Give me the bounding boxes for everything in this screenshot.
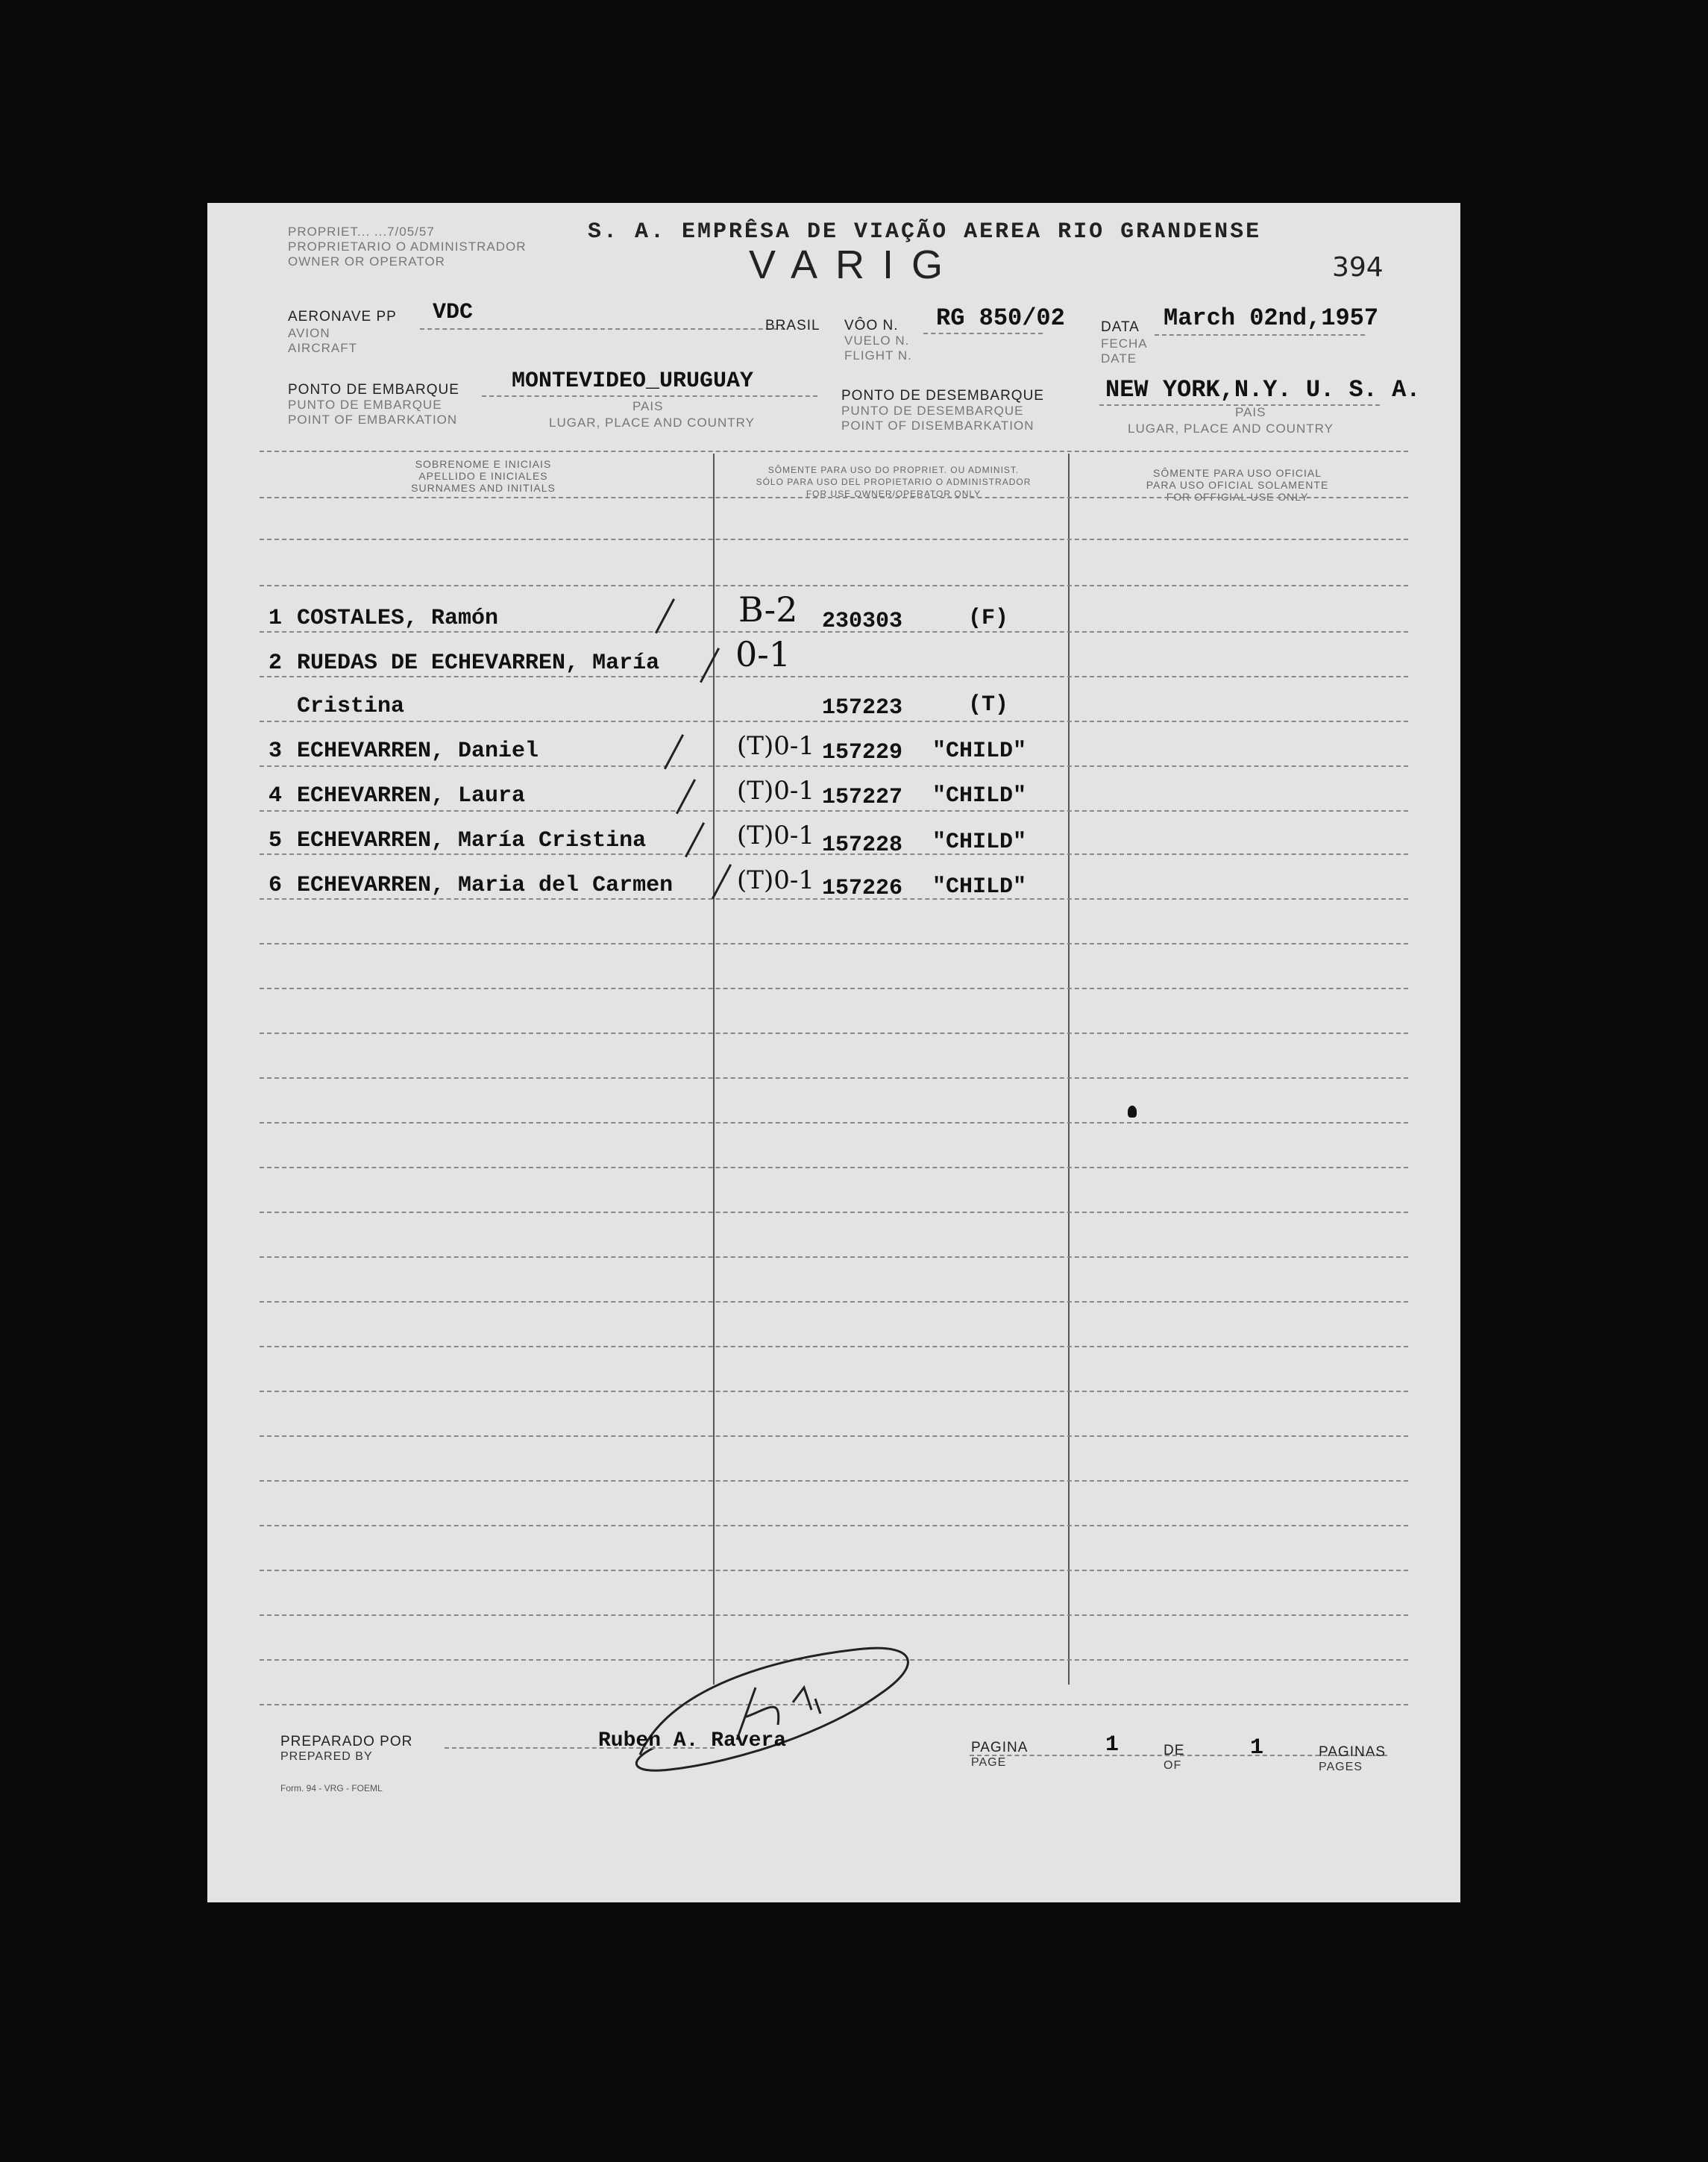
table-rule (260, 1033, 1408, 1034)
aircraft-value: VDC (433, 300, 474, 325)
date-underline (1155, 334, 1365, 336)
row-number: 6 (269, 873, 283, 898)
brasil-label: BRASIL (765, 318, 820, 333)
table-rule (260, 1570, 1408, 1571)
table-rule (260, 585, 1408, 586)
header-bottom-rule (260, 497, 1408, 498)
table-row (207, 634, 1460, 680)
table-rule (260, 539, 1408, 540)
handwritten-code: 0-1 (735, 634, 791, 674)
table-row (207, 694, 1460, 724)
owner-line-2: PROPRIETARIO O ADMINISTRADOR (288, 239, 527, 254)
manifest-sheet (207, 203, 1460, 1902)
embark-label: PONTO DE EMBARQUE (288, 382, 459, 398)
date-sub-2: DATE (1101, 351, 1137, 366)
table-rule (260, 1346, 1408, 1347)
tick-mark (712, 864, 732, 899)
table-row (207, 731, 1460, 768)
aircraft-sub-1: AVION (288, 326, 330, 340)
passenger-name: COSTALES, Ramón (297, 606, 499, 631)
table-rule (260, 1480, 1408, 1482)
disembark-label: PONTO DE DESEMBARQUE (841, 388, 1044, 404)
aircraft-sub-2: AIRCRAFT (288, 341, 357, 355)
disembark-place-label: LUGAR, PLACE AND COUNTRY (1128, 422, 1334, 436)
page-total: 1 (1250, 1735, 1264, 1761)
names-header-2: APELLIDO E INICIALES (418, 470, 548, 482)
fare-class: "CHILD" (932, 739, 1027, 764)
official-header-1: SÔMENTE PARA USO OFICIAL (1152, 467, 1322, 479)
official-header-2: PARA USO OFICIAL SOLAMENTE (1146, 479, 1329, 491)
fare-class: "CHILD" (932, 830, 1027, 855)
brand-logo: VARIG (749, 242, 961, 287)
pages-label: PAGINAS (1319, 1744, 1387, 1760)
ticket-number: 157223 (822, 695, 903, 721)
row-number: 1 (269, 606, 283, 631)
disembark-country-label: PAIS (1235, 405, 1266, 419)
handwritten-code: (T)0-1 (737, 731, 814, 761)
page-number: 1 (1105, 1732, 1120, 1758)
page-stamp-number: 394 (1332, 252, 1384, 283)
table-rule (260, 1614, 1408, 1616)
embark-place-label: LUGAR, PLACE AND COUNTRY (549, 416, 755, 430)
owner-line-1: PROPRIET... ...7/05/57 (288, 225, 435, 239)
ink-speck (1128, 1106, 1137, 1118)
table-rule (260, 1167, 1408, 1168)
ticket-number: 230303 (822, 609, 903, 634)
table-row (207, 865, 1460, 903)
table-row (207, 776, 1460, 813)
flight-sub-1: VUELO N. (844, 333, 910, 348)
names-header-1: SOBRENOME E INICIAIS (415, 458, 552, 470)
table-rule (260, 1391, 1408, 1392)
table-row (207, 821, 1460, 858)
embark-sub-1: PUNTO DE EMBARQUE (288, 398, 442, 412)
signature-scribble (625, 1643, 938, 1785)
date-label: DATA (1101, 319, 1140, 335)
names-header-3: SURNAMES AND INITIALS (411, 482, 556, 494)
ticket-number: 157227 (822, 785, 903, 810)
table-rule (260, 988, 1408, 989)
aircraft-underline (420, 328, 785, 330)
column-divider-1 (713, 454, 715, 1685)
passenger-name: ECHEVARREN, María Cristina (297, 828, 647, 853)
disembark-value: NEW YORK,N.Y. U. S. A. (1105, 376, 1421, 404)
flight-underline (923, 333, 1043, 334)
owner-header-3: FOR USE OWNER/OPERATOR ONLY (806, 489, 982, 499)
table-rule (260, 1077, 1408, 1079)
embark-value: MONTEVIDEO_URUGUAY (512, 369, 754, 394)
table-rule (260, 1301, 1408, 1303)
table-rule (260, 1122, 1408, 1124)
fare-class: "CHILD" (932, 783, 1027, 809)
official-header-3: FOR OFFICIAL USE ONLY (1166, 491, 1309, 503)
pages-sub: PAGES (1319, 1761, 1363, 1773)
aircraft-label: AERONAVE PP (288, 309, 397, 325)
owner-header-2: SÓLO PARA USO DEL PROPIETARIO O ADMINISTRADOR (756, 477, 1032, 487)
table-top-rule (260, 451, 1408, 452)
row-number: 4 (269, 783, 283, 809)
company-name: S. A. EMPRÊSA DE VIAÇÃO AEREA RIO GRANDENSE (588, 219, 1262, 245)
embark-country-label: PAIS (632, 399, 664, 413)
handwritten-code: (T)0-1 (737, 821, 814, 850)
disembark-sub-1: PUNTO DE DESEMBARQUE (841, 404, 1024, 418)
page-sub: PAGE (971, 1756, 1007, 1769)
passenger-name: ECHEVARREN, Maria del Carmen (297, 873, 674, 898)
handwritten-code: (T)0-1 (737, 865, 814, 895)
page-of-sub: OF (1164, 1759, 1182, 1772)
flight-value: RG 850/02 (936, 304, 1065, 332)
date-value: March 02nd,1957 (1164, 304, 1379, 332)
fare-class: (T) (968, 692, 1009, 718)
row-number: 2 (269, 651, 283, 676)
passenger-name: RUEDAS DE ECHEVARREN, María (297, 651, 660, 676)
fare-class: "CHILD" (932, 874, 1027, 900)
passenger-name: ECHEVARREN, Daniel (297, 739, 539, 764)
table-row (207, 589, 1460, 636)
owner-header-1: SÔMENTE PARA USO DO PROPRIET. OU ADMINIST. (767, 465, 1020, 475)
handwritten-code: B-2 (738, 589, 798, 630)
embark-sub-2: POINT OF EMBARKATION (288, 413, 458, 427)
page-of-label: DE (1164, 1743, 1185, 1758)
table-rule (260, 1435, 1408, 1437)
passenger-name: ECHEVARREN, Laura (297, 783, 526, 809)
tick-mark (655, 598, 675, 633)
column-divider-2 (1068, 454, 1070, 1685)
fare-class: (F) (968, 606, 1009, 631)
form-code: Form. 94 - VRG - FOEML (280, 1783, 383, 1793)
table-rule (260, 1256, 1408, 1258)
disembark-sub-2: POINT OF DISEMBARKATION (841, 419, 1034, 433)
prepared-by-sub: PREPARED BY (280, 1750, 373, 1763)
prepared-by-label: PREPARADO POR (280, 1734, 413, 1749)
row-number: 3 (269, 739, 283, 764)
date-sub-1: FECHA (1101, 336, 1148, 351)
owner-column-header (722, 464, 1065, 500)
tick-mark (700, 648, 720, 683)
owner-line-3: OWNER OR OPERATOR (288, 254, 445, 269)
tick-mark (685, 822, 705, 857)
passenger-name: Cristina (297, 694, 405, 719)
table-rule (260, 1212, 1408, 1213)
embark-underline (482, 395, 817, 397)
table-rule (260, 1525, 1408, 1526)
row-number: 5 (269, 828, 283, 853)
names-column-header (274, 458, 692, 494)
ticket-number: 157228 (822, 833, 903, 858)
ticket-number: 157226 (822, 876, 903, 901)
ticket-number: 157229 (822, 740, 903, 765)
table-rule (260, 943, 1408, 944)
tick-mark (664, 734, 684, 769)
tick-mark (676, 779, 696, 814)
flight-label: VÔO N. (844, 318, 899, 333)
handwritten-code: (T)0-1 (737, 776, 814, 806)
flight-sub-2: FLIGHT N. (844, 348, 912, 363)
prepared-by-value: Ruben A. Ravera (598, 1729, 787, 1752)
page-label: PAGINA (971, 1740, 1029, 1755)
